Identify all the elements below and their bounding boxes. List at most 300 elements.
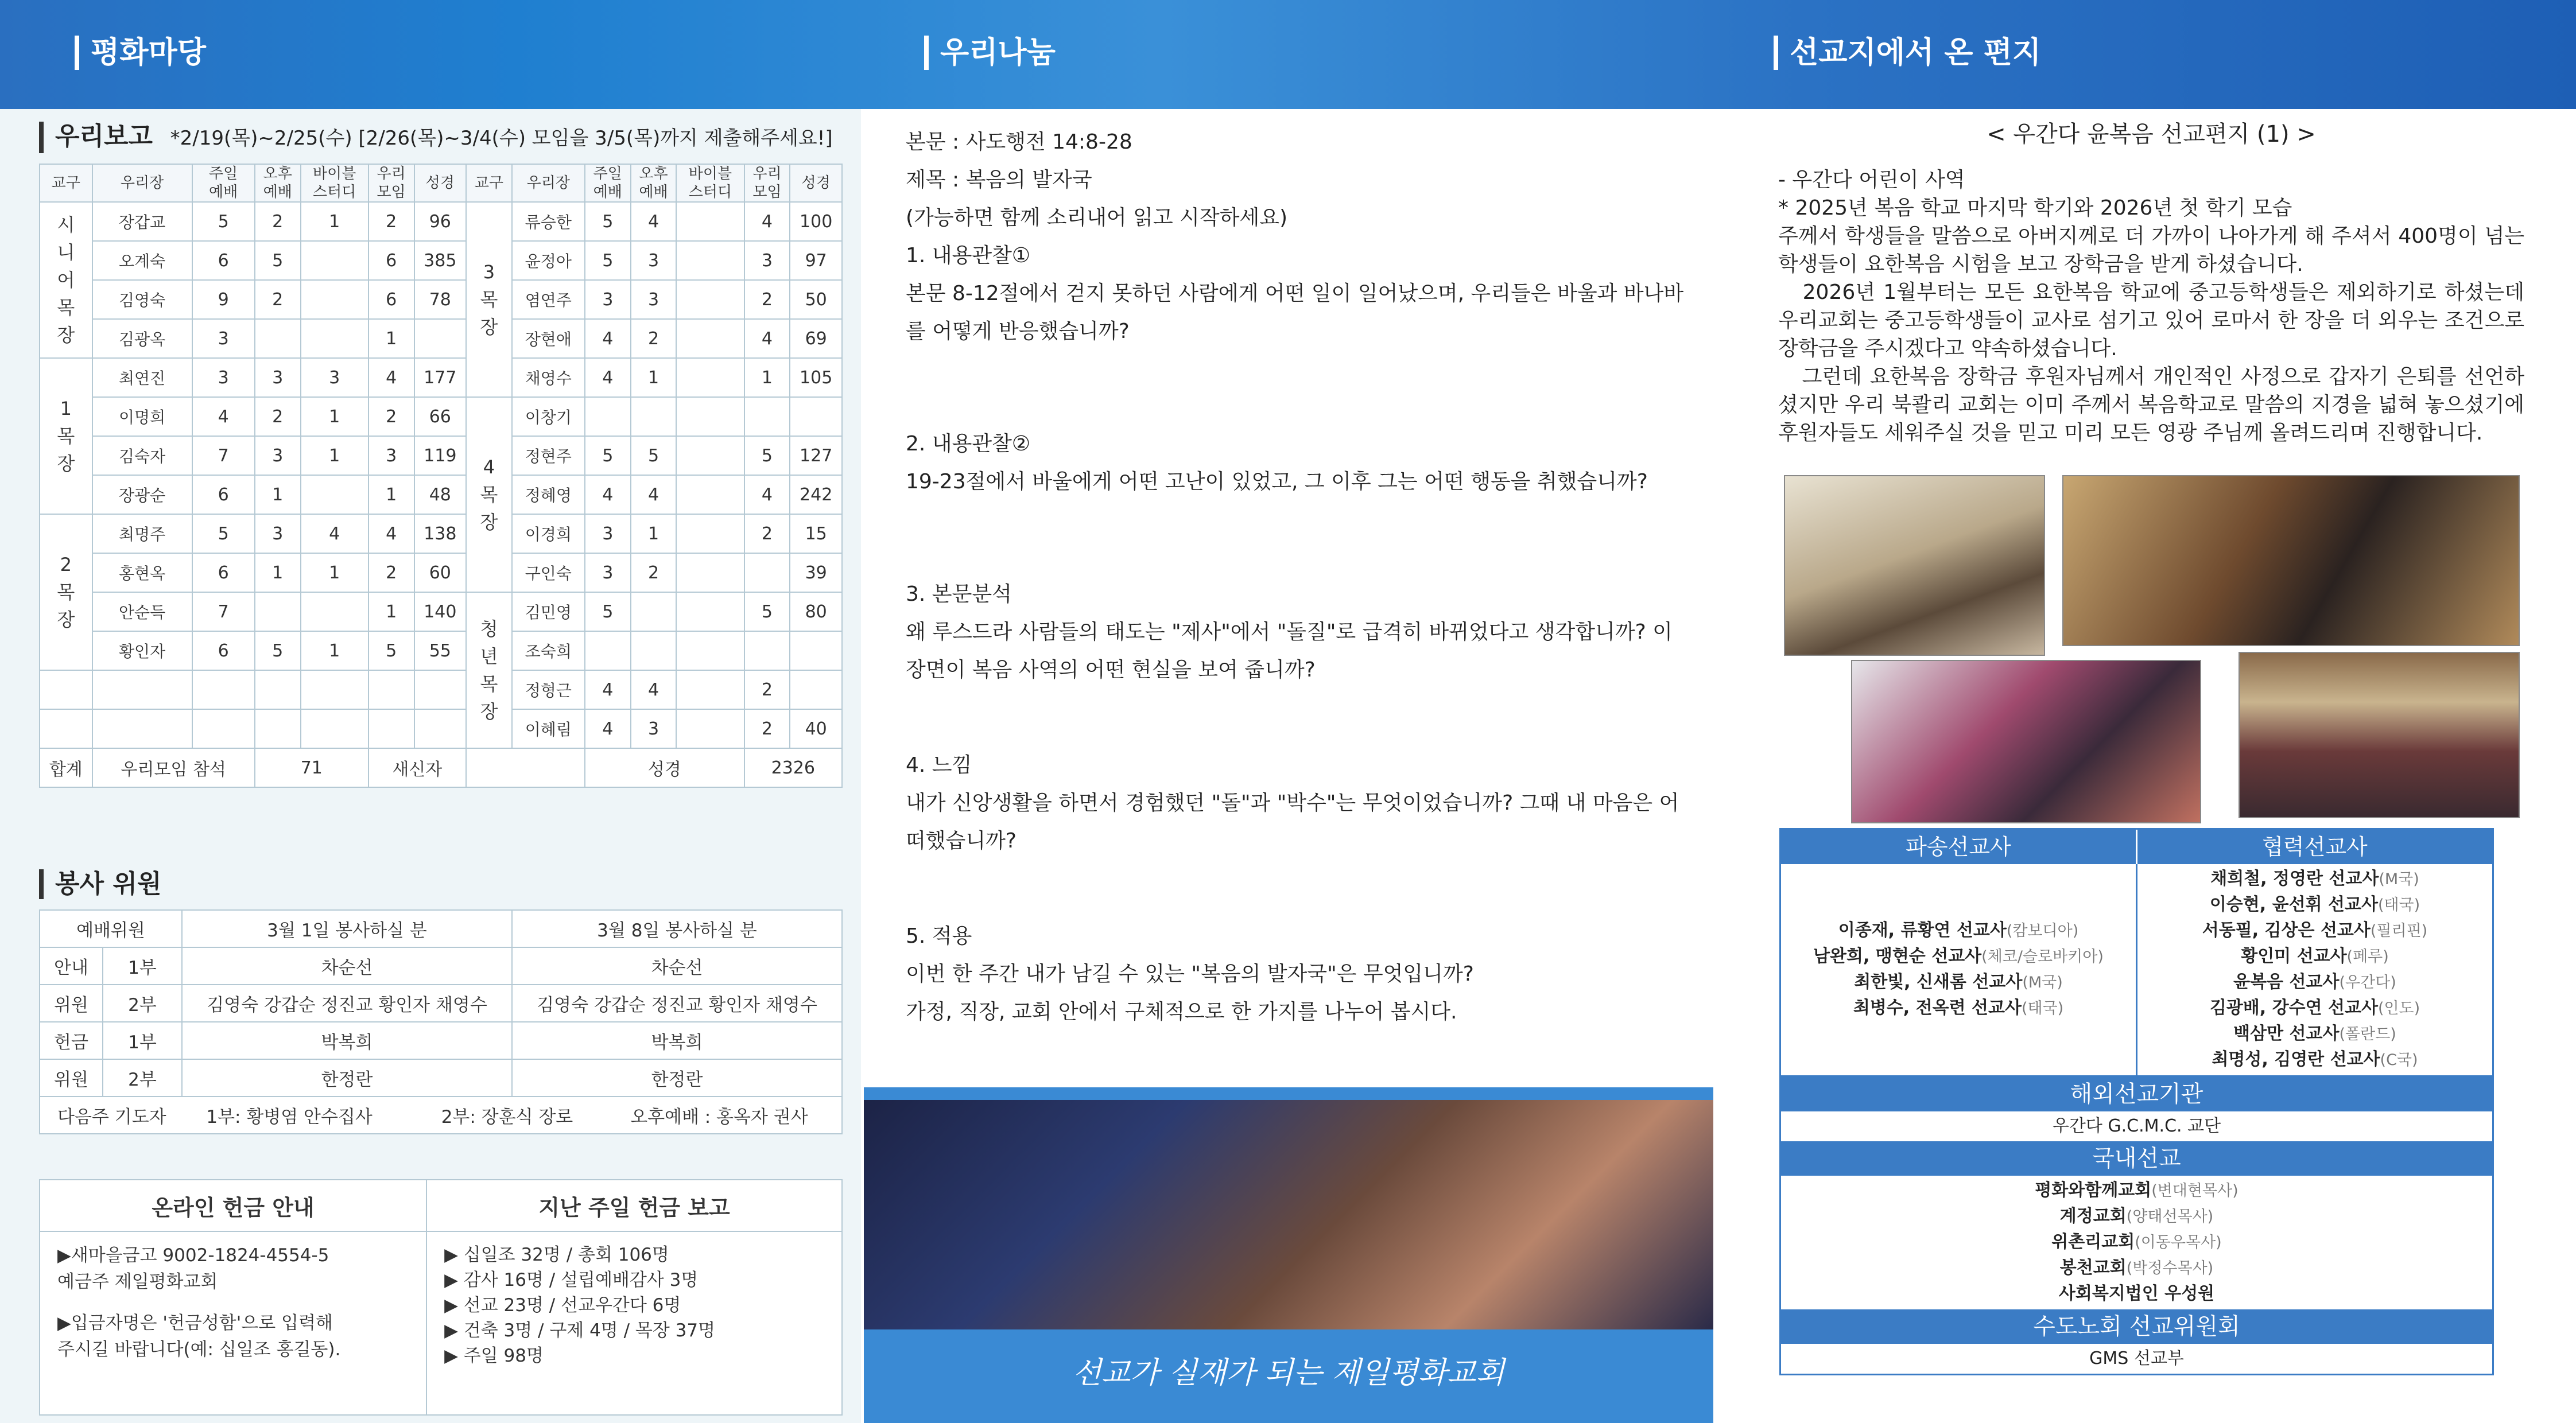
report-value: 140: [414, 592, 467, 631]
online-offering-header: 온라인 헌금 안내: [40, 1180, 426, 1231]
offering-line: ▶ 선교 23명 / 선교우간다 6명: [444, 1295, 681, 1316]
report-value: [631, 592, 677, 631]
attend-value: 71: [255, 748, 368, 787]
vol-name-week2: 차순선: [512, 947, 842, 985]
report-value: 97: [790, 241, 842, 280]
missionary-entry: [2143, 918, 2486, 944]
report-value: 48: [414, 475, 467, 514]
report-name: 안순득: [92, 592, 192, 631]
missionary-region: (폴란드): [2339, 1025, 2396, 1043]
vol-header-week2: 3월 8일 봉사하실 분: [512, 910, 842, 947]
missionary-name: 위촌리교회: [2051, 1232, 2135, 1252]
report-header: 오후 예배: [631, 164, 677, 202]
report-name: 최명주: [92, 514, 192, 553]
online-line: 예금주 제일평화교회: [57, 1272, 218, 1292]
report-value: 55: [414, 631, 467, 670]
report-value: 40: [790, 709, 842, 748]
vol-role: 헌금: [40, 1022, 103, 1059]
report-value: 6: [368, 241, 414, 280]
offering-table: [39, 1179, 843, 1416]
report-value: 3: [631, 241, 677, 280]
online-line: ▶입금자명은 '헌금성함'으로 입력해: [57, 1313, 333, 1333]
report-name: 김영숙: [92, 280, 192, 319]
report-cell: [192, 709, 255, 748]
report-value: 1: [255, 553, 301, 592]
report-header: 주일 예배: [585, 164, 631, 202]
report-value: [676, 202, 744, 241]
report-value: [676, 670, 744, 709]
report-value: 4: [585, 358, 631, 397]
missionary-entry: [1781, 1178, 2492, 1204]
report-value: 4: [585, 319, 631, 358]
header-title-1: 평화마당: [75, 36, 206, 70]
report-value: [676, 358, 744, 397]
missionary-region: (태국): [2377, 896, 2420, 914]
report-value: 4: [192, 397, 255, 436]
new-member-label: 새신자: [368, 748, 466, 787]
report-name: 김광옥: [92, 319, 192, 358]
report-value: 5: [744, 592, 790, 631]
total-label: 합계: [40, 748, 92, 787]
report-value: 5: [255, 631, 301, 670]
report-value: [676, 241, 744, 280]
report-title: 우리보고: [55, 122, 153, 151]
report-value: 5: [192, 202, 255, 241]
report-value: [676, 592, 744, 631]
report-name: 장갑교: [92, 202, 192, 241]
report-name: 홍현옥: [92, 553, 192, 592]
report-value: 6: [192, 241, 255, 280]
missionary-name: 황인미 선교사: [2241, 946, 2347, 966]
missionary-name: 채희철, 정영란 선교사: [2210, 869, 2379, 889]
missionary-entry: [2143, 944, 2486, 970]
missionary-name: 최병수, 전옥련 선교사: [1853, 998, 2022, 1018]
report-value: 3: [585, 514, 631, 553]
report-header: 오후 예배: [255, 164, 301, 202]
report-value: 9: [192, 280, 255, 319]
report-value: 105: [790, 358, 842, 397]
report-value: 1: [744, 358, 790, 397]
report-value: 80: [790, 592, 842, 631]
report-group: 청 년 목 장: [466, 592, 512, 748]
missionary-entry: [2143, 1021, 2486, 1047]
report-value: 1: [368, 592, 414, 631]
missionary-region: (M국): [2022, 974, 2063, 992]
report-header: 주일 예배: [192, 164, 255, 202]
missionary-entry: [1781, 1204, 2492, 1230]
banner-caption: 선교가 실재가 되는 제일평화교회: [1072, 1356, 1505, 1390]
report-value: [631, 631, 677, 670]
report-name: 정혜영: [512, 475, 585, 514]
report-name: 이명희: [92, 397, 192, 436]
sent-missionaries: [1781, 864, 2136, 1075]
q1-heading: 1. 내용관찰①: [906, 244, 1031, 267]
report-header: 바이블 스터디: [676, 164, 744, 202]
report-value: 5: [585, 241, 631, 280]
report-group: 4 목 장: [466, 397, 512, 592]
domestic-list: [1781, 1176, 2492, 1309]
report-value: 1: [301, 631, 368, 670]
report-value: [744, 397, 790, 436]
report-value: 96: [414, 202, 467, 241]
missionary-entry: [1787, 996, 2130, 1021]
report-value: 4: [368, 358, 414, 397]
attend-label: 우리모임 참석: [92, 748, 255, 787]
vol-name-week1: 박복희: [182, 1022, 512, 1059]
report-name: 구인숙: [512, 553, 585, 592]
missionary-entry: [1787, 944, 2130, 970]
report-value: [631, 397, 677, 436]
report-value: [585, 397, 631, 436]
presbytery-header: 수도노회 선교위원회: [1781, 1309, 2492, 1344]
report-value: [301, 475, 368, 514]
report-value: 3: [192, 358, 255, 397]
next-week-prayer: [40, 1097, 842, 1134]
next-prayer-2: 2부: 장훈식 장로: [441, 1107, 573, 1127]
letter-para-2: 주께서 학생들을 말씀으로 아버지께로 더 가까이 나아가게 해 주셔서 400명이 넘는 학생들이 요한복음 시험을 보고 장학금을 받게 하셨습니다.: [1778, 224, 2524, 276]
report-value: 3: [631, 280, 677, 319]
report-value: 6: [368, 280, 414, 319]
mission-photo-3: [1851, 660, 2201, 823]
report-value: 385: [414, 241, 467, 280]
missionary-entry: [2143, 970, 2486, 996]
missionary-name: 이종재, 류황연 선교사: [1838, 920, 2007, 940]
missionary-entry: [2143, 1047, 2486, 1073]
report-value: 66: [414, 397, 467, 436]
report-value: 4: [744, 475, 790, 514]
report-value: [301, 241, 368, 280]
mission-photo-1: [1784, 475, 2045, 656]
report-header: 교구: [466, 164, 512, 202]
report-value: [676, 514, 744, 553]
sermon-title-line: 제목 : 복음의 발자국: [906, 168, 1092, 192]
report-name: 염연주: [512, 280, 585, 319]
report-value: 4: [368, 514, 414, 553]
report-value: 2: [744, 280, 790, 319]
header-title-3: 선교지에서 온 편지: [1774, 36, 2041, 70]
report-header: 성경: [790, 164, 842, 202]
report-value: 5: [744, 436, 790, 475]
missionary-region: (양태선목사): [2126, 1208, 2214, 1226]
missionary-region: (체코/슬로바키아): [1981, 948, 2104, 966]
volunteers-title: 봉사 위원: [39, 869, 161, 899]
sharing-text: [906, 123, 1686, 1031]
report-value: 1: [368, 475, 414, 514]
report-cell: [92, 670, 192, 709]
report-cell: [255, 670, 301, 709]
missionary-name: 계정교회: [2059, 1206, 2127, 1226]
missionary-entry: [1781, 1281, 2492, 1307]
header-title-2: 우리나눔: [924, 36, 1056, 70]
report-note: *2/19(목)~2/25(수) [2/26(목)~3/4(수) 모임을 3/5(목)까지 제출해주세요!]: [170, 127, 833, 150]
missionary-name: 최한빛, 신새롬 선교사: [1854, 972, 2023, 992]
vol-name-week2: 박복희: [512, 1022, 842, 1059]
missionary-name: 백삼만 선교사: [2233, 1024, 2340, 1044]
report-value: [676, 475, 744, 514]
missionary-entry: [1787, 970, 2130, 996]
report-value: 3: [744, 241, 790, 280]
report-value: 7: [192, 592, 255, 631]
missionary-region: (박정수목사): [2126, 1259, 2214, 1277]
vol-role: 위원: [40, 985, 103, 1022]
vol-name-week1: 한정란: [182, 1059, 512, 1097]
volunteer-table: [39, 909, 843, 1134]
report-value: [676, 631, 744, 670]
report-header: 우리 모임: [368, 164, 414, 202]
report-cell: [255, 709, 301, 748]
report-value: 1: [255, 475, 301, 514]
report-value: [676, 709, 744, 748]
report-header: 성경: [414, 164, 467, 202]
missionary-name: 평화와함께교회: [2035, 1180, 2152, 1200]
q5-text: 이번 한 주간 내가 남길 수 있는 "복음의 발자국"은 무엇입니까?: [906, 962, 1474, 986]
missionary-entry: [1781, 1230, 2492, 1255]
scripture-line: 본문 : 사도행전 14:8-28: [906, 130, 1132, 154]
report-name: 윤정아: [512, 241, 585, 280]
q5-heading: 5. 적용: [906, 924, 972, 948]
report-cell: [368, 670, 414, 709]
missionary-region: (변대현목사): [2151, 1182, 2239, 1200]
offering-line: ▶ 건축 3명 / 구제 4명 / 목장 37명: [444, 1320, 716, 1341]
vol-part: 1부: [103, 1022, 182, 1059]
missionary-region: (페루): [2346, 948, 2389, 966]
report-value: [676, 319, 744, 358]
report-name: 정현주: [512, 436, 585, 475]
mission-photo-4: [2239, 652, 2520, 818]
report-cell: [368, 709, 414, 748]
report-name: 최연진: [92, 358, 192, 397]
q1-text: 본문 8-12절에서 걷지 못하던 사람에게 어떤 일이 일어났으며, 우리들은 바울과 바나바를 어떻게 반응했습니까?: [906, 282, 1684, 343]
missionary-name: 사회복지법인 우성원: [2058, 1284, 2215, 1304]
report-value: [790, 631, 842, 670]
top-header-band: [0, 0, 2576, 109]
report-value: 2: [255, 397, 301, 436]
missionary-entry: [2143, 996, 2486, 1021]
report-value: 4: [631, 202, 677, 241]
vol-header-role: 예배위원: [40, 910, 182, 947]
report-value: 6: [192, 475, 255, 514]
report-cell: [92, 709, 192, 748]
report-header: 우리 모임: [744, 164, 790, 202]
report-value: 78: [414, 280, 467, 319]
report-value: 5: [631, 436, 677, 475]
report-value: 7: [192, 436, 255, 475]
report-value: [585, 631, 631, 670]
report-value: 4: [744, 319, 790, 358]
report-name: 이창기: [512, 397, 585, 436]
report-name: 조숙희: [512, 631, 585, 670]
offering-report-header: 지난 주일 헌금 보고: [426, 1180, 842, 1231]
missionary-region: (캄보디아): [2006, 922, 2079, 940]
q5-text-2: 가정, 직장, 교회 안에서 구체적으로 한 가지를 나누어 봅시다.: [906, 1000, 1457, 1024]
report-value: 1: [301, 202, 368, 241]
report-value: 3: [368, 436, 414, 475]
report-value: 177: [414, 358, 467, 397]
report-cell: [414, 709, 467, 748]
report-value: 1: [301, 553, 368, 592]
next-prayer-1: 1부: 황병염 안수집사: [206, 1107, 373, 1127]
missionary-name: 김광배, 강수연 선교사: [2209, 998, 2378, 1018]
report-table: [39, 164, 843, 788]
report-cell: [192, 670, 255, 709]
report-value: 69: [790, 319, 842, 358]
report-value: 3: [585, 553, 631, 592]
report-group: 1 목 장: [40, 358, 92, 514]
report-value: 100: [790, 202, 842, 241]
report-value: 4: [585, 475, 631, 514]
report-value: 5: [585, 592, 631, 631]
report-value: 39: [790, 553, 842, 592]
missionary-name: 윤복음 선교사: [2233, 972, 2340, 992]
missionary-name: 최명성, 김영란 선교사: [2212, 1049, 2380, 1070]
vol-name-week2: 김영숙 강갑순 정진교 황인자 채영수: [512, 985, 842, 1022]
report-value: [301, 592, 368, 631]
vol-name-week2: 한정란: [512, 1059, 842, 1097]
report-value: 1: [301, 436, 368, 475]
report-name: 이혜림: [512, 709, 585, 748]
vol-role: 위원: [40, 1059, 103, 1097]
report-group: 3 목 장: [466, 202, 512, 397]
coop-missionaries: [2136, 864, 2492, 1075]
report-header: 바이블 스터디: [301, 164, 368, 202]
letter-title: < 우간다 윤복음 선교편지 (1) >: [1987, 121, 2316, 147]
worship-photo: [864, 1100, 1713, 1329]
report-name: 황인자: [92, 631, 192, 670]
vol-name-week1: 김영숙 강갑순 정진교 황인자 채영수: [182, 985, 512, 1022]
church-banner: [864, 1087, 1713, 1423]
report-value: [744, 631, 790, 670]
report-value: 1: [631, 358, 677, 397]
report-value: 5: [192, 514, 255, 553]
missionary-region: (이동우목사): [2135, 1234, 2222, 1251]
report-name: 류승한: [512, 202, 585, 241]
vol-part: 2부: [103, 1059, 182, 1097]
report-value: [255, 592, 301, 631]
report-header: 교구: [40, 164, 92, 202]
report-header: 우리장: [512, 164, 585, 202]
report-group: 2 목 장: [40, 514, 92, 670]
report-cell: [40, 670, 92, 709]
report-group: 시 니 어 목 장: [40, 202, 92, 358]
coop-missionaries-header: 협력선교사: [2136, 830, 2492, 864]
report-value: 5: [255, 241, 301, 280]
letter-para-4: 그런데 요한복음 장학금 후원자님께서 개인적인 사정으로 갑자기 은퇴를 선언하셨지만 우리 북콸리 교회는 이미 주께서 복음학교로 말씀의 지경을 넓혀 놓으셨기에 후원자들도 세워주실 것을 믿고 미리 모든 영광 주님께 올려드리며 진행합니다.: [1778, 365, 2531, 445]
mission-letter: [1778, 120, 2531, 447]
new-member-value: [466, 748, 585, 787]
report-value: 3: [585, 280, 631, 319]
report-value: 4: [301, 514, 368, 553]
report-value: 2: [255, 280, 301, 319]
offering-line: ▶ 주일 98명: [444, 1346, 544, 1366]
next-prayer-3: 오후예배 : 홍옥자 권사: [630, 1107, 808, 1127]
report-value: [790, 397, 842, 436]
vol-role: 안내: [40, 947, 103, 985]
report-value: 2: [744, 709, 790, 748]
report-name: 이경희: [512, 514, 585, 553]
report-value: 6: [192, 553, 255, 592]
q3-text: 왜 루스드라 사람들의 태도는 "제사"에서 "돌질"로 급격히 바뀌었다고 생각합니까? 이 장면이 복음 사역의 어떤 현실을 보여 줍니까?: [906, 620, 1673, 682]
report-value: 1: [368, 319, 414, 358]
missionary-entry: [1781, 1255, 2492, 1281]
missionary-region: (필리핀): [2370, 922, 2428, 940]
report-value: 4: [631, 475, 677, 514]
report-value: [414, 319, 467, 358]
letter-subtitle: - 우간다 어린이 사역: [1778, 168, 1965, 192]
report-name: 오계숙: [92, 241, 192, 280]
report-value: 2: [631, 319, 677, 358]
report-value: 2: [368, 553, 414, 592]
presbytery-org: GMS 선교부: [2089, 1348, 2184, 1368]
missionary-name: 이승현, 윤선휘 선교사: [2209, 895, 2378, 915]
q2-text: 19-23절에서 바울에게 어떤 고난이 있었고, 그 이후 그는 어떤 행동을 취했습니까?: [906, 470, 1648, 493]
overseas-org: 우간다 G.C.M.C. 교단: [2052, 1116, 2221, 1136]
report-cell: [301, 709, 368, 748]
report-value: [301, 280, 368, 319]
bible-label: 성경: [585, 748, 744, 787]
online-offering-info: [40, 1231, 426, 1415]
sent-missionaries-header: 파송선교사: [1906, 834, 2011, 860]
report-value: 2: [255, 202, 301, 241]
report-value: 119: [414, 436, 467, 475]
online-line: ▶새마을금고 9002-1824-4554-5: [57, 1245, 329, 1266]
missionary-entry: [2143, 892, 2486, 918]
report-value: 242: [790, 475, 842, 514]
report-cell: [40, 709, 92, 748]
report-value: 4: [585, 709, 631, 748]
report-value: [301, 319, 368, 358]
report-name: 김민영: [512, 592, 585, 631]
report-value: [790, 670, 842, 709]
missionary-entry: [1787, 918, 2130, 944]
report-value: 3: [301, 358, 368, 397]
report-value: 6: [192, 631, 255, 670]
report-name: 장광순: [92, 475, 192, 514]
vol-name-week1: 차순선: [182, 947, 512, 985]
report-value: [676, 436, 744, 475]
report-value: 2: [631, 553, 677, 592]
missionary-list: [1779, 828, 2494, 1375]
letter-para-1: * 2025년 복음 학교 마지막 학기와 2026년 첫 학기 모습: [1778, 196, 2292, 220]
domestic-header: 국내선교: [1781, 1141, 2492, 1176]
report-section-title: [39, 122, 833, 153]
missionary-region: (우간다): [2339, 974, 2396, 992]
report-value: 3: [255, 436, 301, 475]
q4-text: 내가 신앙생활을 하면서 경험했던 "돌"과 "박수"는 무엇이었습니까? 그때 내 마음은 어떠했습니까?: [906, 791, 1679, 853]
report-value: 2: [368, 397, 414, 436]
report-value: 3: [631, 709, 677, 748]
report-value: [676, 553, 744, 592]
report-value: 5: [368, 631, 414, 670]
next-prayer-label: 다음주 기도자: [57, 1107, 166, 1127]
report-cell: [414, 670, 467, 709]
report-value: 138: [414, 514, 467, 553]
report-value: [676, 397, 744, 436]
report-name: 정형근: [512, 670, 585, 709]
report-value: 5: [585, 436, 631, 475]
missionary-region: (M국): [2379, 870, 2419, 888]
missionary-region: (인도): [2377, 1000, 2420, 1017]
report-cell: [301, 670, 368, 709]
report-value: 4: [631, 670, 677, 709]
mission-photo-2: [2062, 475, 2520, 646]
missionary-region: (C국): [2380, 1051, 2418, 1069]
letter-para-3: 2026년 1월부터는 모든 요한복음 학교에 중고등학생들은 제외하기로 하셨는데 우리교회는 중고등학생들이 교사로 섬기고 있어 로마서 한 장을 더 외우는 조건으로 장학금을 주시겠다고 약속하셨습니다.: [1778, 281, 2531, 360]
report-name: 김숙자: [92, 436, 192, 475]
missionary-region: (태국): [2021, 1000, 2064, 1017]
report-value: 3: [255, 514, 301, 553]
report-value: [676, 280, 744, 319]
offering-line: ▶ 감사 16명 / 설립예배감사 3명: [444, 1270, 699, 1290]
